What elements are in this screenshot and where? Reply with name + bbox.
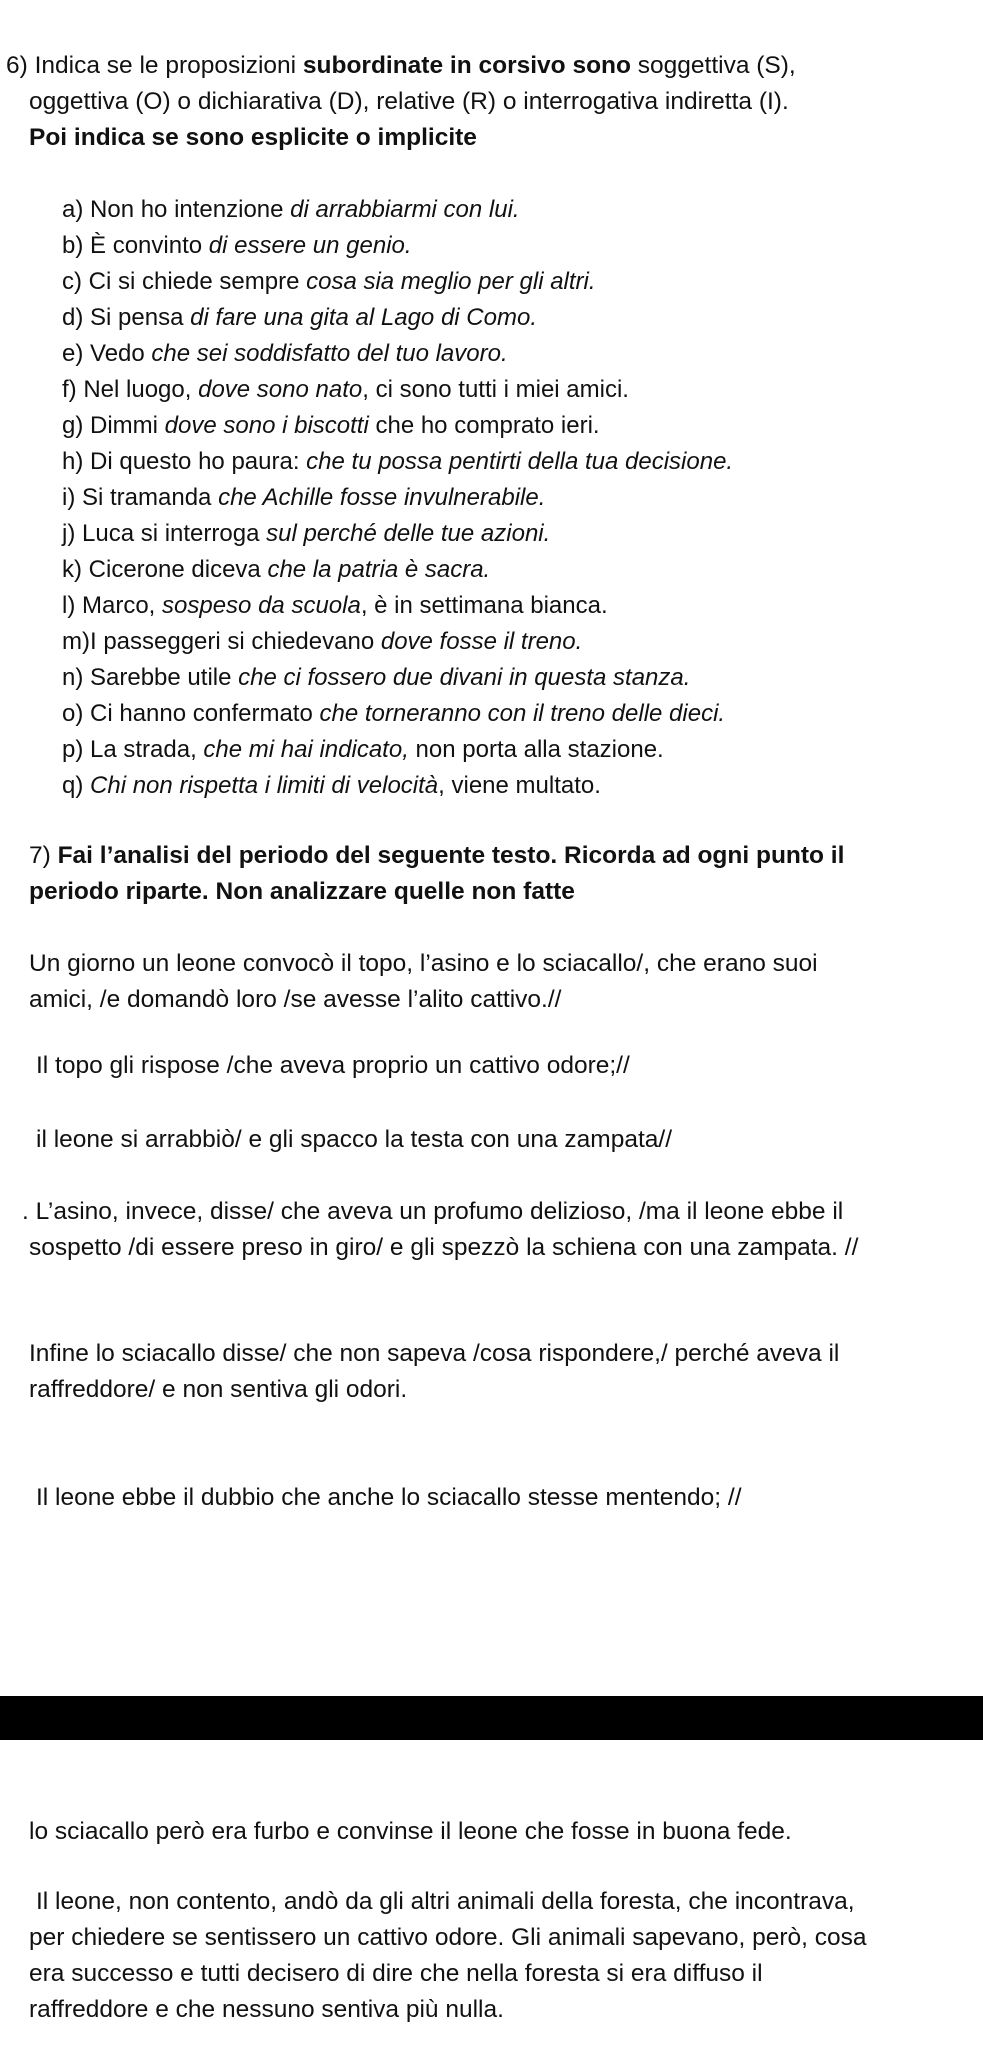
list-item: c) Ci si chiede sempre cosa sia meglio per gli altri. (62, 268, 596, 295)
list-item: e) Vedo che sei soddisfatto del tuo lavoro. (62, 340, 508, 367)
list-item: q) Chi non rispetta i limiti di velocità, viene multato. (62, 772, 601, 799)
list-item: l) Marco, sospeso da scuola, è in settimana bianca. (62, 592, 608, 619)
ex7-paragraph-4-line1: . L’asino, invece, disse/ che aveva un profumo delizioso, /ma il leone ebbe il (22, 1198, 844, 1225)
ex7-heading-line1: 7) Fai l’analisi del periodo del seguente testo. Ricorda ad ogni punto il (29, 842, 845, 869)
ex7-paragraph-3: il leone si arrabbiò/ e gli spacco la testa con una zampata// (36, 1126, 673, 1153)
list-item: n) Sarebbe utile che ci fossero due divani in questa stanza. (62, 664, 691, 691)
ex6-instruction-line1: 6) Indica se le proposizioni subordinate in corsivo sono soggettiva (S), (6, 52, 796, 79)
ex7-paragraph-8-line4: raffreddore e che nessuno sentiva più nulla. (29, 1996, 504, 2023)
list-item: o) Ci hanno confermato che torneranno con il treno delle dieci. (62, 700, 726, 727)
list-item: f) Nel luogo, dove sono nato, ci sono tutti i miei amici. (62, 376, 629, 403)
ex7-paragraph-2: Il topo gli rispose /che aveva proprio un cattivo odore;// (36, 1052, 630, 1079)
list-item: d) Si pensa di fare una gita al Lago di Como. (62, 304, 537, 331)
ex7-paragraph-7: lo sciacallo però era furbo e convinse il leone che fosse in buona fede. (29, 1818, 792, 1845)
list-item: i) Si tramanda che Achille fosse invulnerabile. (62, 484, 546, 511)
ex7-paragraph-8-line1: Il leone, non contento, andò da gli altri animali della foresta, che incontrava, (36, 1888, 855, 1915)
list-item: m)I passeggeri si chiedevano dove fosse il treno. (62, 628, 583, 655)
ex7-paragraph-8-line2: per chiedere se sentissero un cattivo odore. Gli animali sapevano, però, cosa (29, 1924, 867, 1951)
ex7-paragraph-8-line3: era successo e tutti decisero di dire che nella foresta si era diffuso il (29, 1960, 763, 1987)
list-item: k) Cicerone diceva che la patria è sacra. (62, 556, 491, 583)
ex6-instruction-line2: oggettiva (O) o dichiarativa (D), relative (R) o interrogativa indiretta (I). (29, 88, 789, 115)
ex7-heading-line2: periodo riparte. Non analizzare quelle non fatte (29, 878, 575, 905)
list-item: p) La strada, che mi hai indicato, non porta alla stazione. (62, 736, 664, 763)
ex7-paragraph-1-line1: Un giorno un leone convocò il topo, l’asino e lo sciacallo/, che erano suoi (29, 950, 818, 977)
list-item: h) Di questo ho paura: che tu possa pentirti della tua decisione. (62, 448, 734, 475)
ex7-paragraph-1-line2: amici, /e domandò loro /se avesse l’alito cattivo.// (29, 986, 562, 1013)
ex7-paragraph-5-line2: raffreddore/ e non sentiva gli odori. (29, 1376, 408, 1403)
redaction-bar (0, 1696, 983, 1740)
list-item: g) Dimmi dove sono i biscotti che ho comprato ieri. (62, 412, 600, 439)
ex7-paragraph-4-line2: sospetto /di essere preso in giro/ e gli spezzò la schiena con una zampata. // (29, 1234, 859, 1261)
ex6-instruction-line3: Poi indica se sono esplicite o implicite (29, 124, 477, 151)
list-item: a) Non ho intenzione di arrabbiarmi con lui. (62, 196, 520, 223)
list-item: j) Luca si interroga sul perché delle tue azioni. (62, 520, 551, 547)
list-item: b) È convinto di essere un genio. (62, 232, 412, 259)
ex7-paragraph-6: Il leone ebbe il dubbio che anche lo sciacallo stesse mentendo; // (36, 1484, 742, 1511)
ex7-paragraph-5-line1: Infine lo sciacallo disse/ che non sapeva /cosa rispondere,/ perché aveva il (29, 1340, 840, 1367)
